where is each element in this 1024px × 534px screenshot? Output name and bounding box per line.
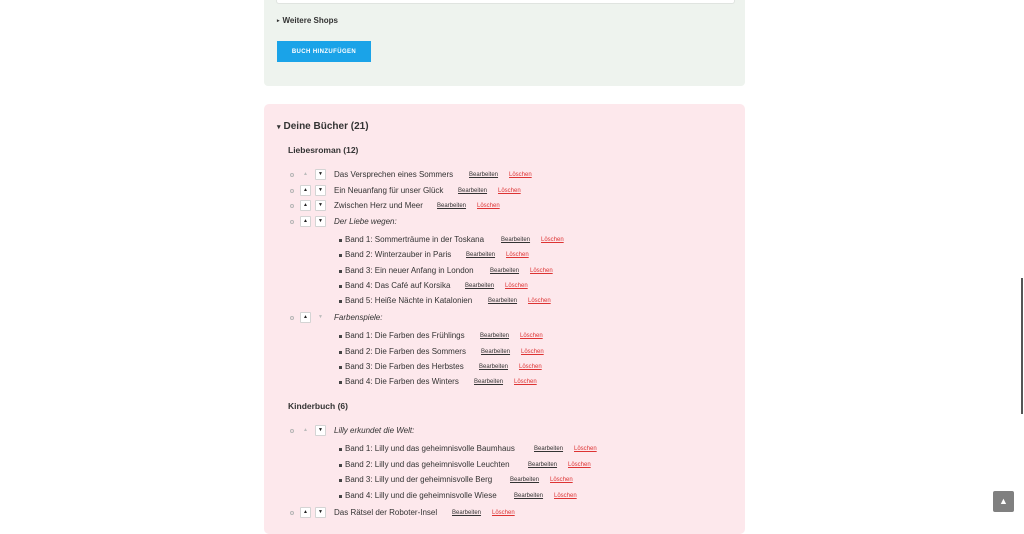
band-title: Band 1: Lilly und das geheimnisvolle Baumhaus	[345, 444, 515, 453]
edit-link[interactable]: Bearbeiten	[488, 298, 518, 304]
delete-link[interactable]: Löschen	[554, 493, 577, 499]
move-down-icon[interactable]: ▼	[315, 200, 326, 211]
move-up-icon[interactable]: ▲	[300, 312, 311, 323]
square-bullet	[339, 300, 342, 303]
category-heading: Kinderbuch (6)	[288, 401, 348, 411]
square-bullet	[339, 285, 342, 288]
book-title: Das Rätsel der Roboter-Insel	[334, 508, 438, 517]
edit-link[interactable]: Bearbeiten	[490, 268, 520, 274]
shop-panel	[264, 0, 745, 86]
band-title: Band 1: Die Farben des Frühlings	[345, 331, 465, 340]
square-bullet	[339, 335, 342, 338]
move-up-icon[interactable]: ▲	[300, 185, 311, 196]
square-bullet	[339, 479, 342, 482]
list-bullet	[290, 429, 294, 433]
edit-link[interactable]: Bearbeiten	[514, 493, 544, 499]
edit-link[interactable]: Bearbeiten	[501, 237, 531, 243]
band-title: Band 3: Lilly und der geheimnisvolle Berg	[345, 475, 493, 484]
scroll-to-top-button[interactable]	[993, 491, 1014, 512]
series-title: Lilly erkundet die Welt:	[334, 426, 415, 435]
delete-link[interactable]: Löschen	[519, 364, 542, 370]
delete-link[interactable]: Löschen	[568, 462, 591, 468]
edit-link[interactable]: Bearbeiten	[479, 364, 509, 370]
band-title: Band 2: Lilly und das geheimnisvolle Leuchten	[345, 460, 510, 469]
more-shops-label: Weitere Shops	[282, 16, 338, 25]
book-title: Das Versprechen eines Sommers	[334, 170, 454, 179]
delete-link[interactable]: Löschen	[514, 379, 537, 385]
book-title: Zwischen Herz und Meer	[334, 201, 423, 210]
list-bullet	[290, 316, 294, 320]
move-up-icon[interactable]: ▲	[300, 507, 311, 518]
edit-link[interactable]: Bearbeiten	[437, 203, 467, 209]
edit-link[interactable]: Bearbeiten	[466, 252, 496, 258]
edit-link[interactable]: Bearbeiten	[458, 188, 488, 194]
band-title: Band 4: Das Café auf Korsika	[345, 281, 451, 290]
square-bullet	[339, 270, 342, 273]
series-title: Farbenspiele:	[334, 313, 383, 322]
square-bullet	[339, 351, 342, 354]
delete-link[interactable]: Löschen	[520, 333, 543, 339]
list-bullet	[290, 173, 294, 177]
square-bullet	[339, 495, 342, 498]
delete-link[interactable]: Löschen	[521, 349, 544, 355]
delete-link[interactable]: Löschen	[530, 268, 553, 274]
books-panel-toggle[interactable]	[277, 121, 369, 132]
move-up-icon[interactable]: ▲	[300, 200, 311, 211]
category-heading: Liebesroman (12)	[288, 145, 359, 155]
books-panel	[264, 104, 745, 534]
list-bullet	[290, 189, 294, 193]
delete-link[interactable]: Löschen	[505, 283, 528, 289]
page-scrollbar[interactable]	[1021, 278, 1023, 414]
add-book-button[interactable]: BUCH HINZUFÜGEN	[277, 41, 371, 62]
square-bullet	[339, 464, 342, 467]
band-title: Band 4: Lilly und die geheimnisvolle Wiese	[345, 491, 497, 500]
move-down-icon[interactable]: ▼	[315, 425, 326, 436]
delete-link[interactable]: Löschen	[550, 477, 573, 483]
band-title: Band 1: Sommerträume in der Toskana	[345, 235, 485, 244]
move-down-icon[interactable]: ▼	[315, 216, 326, 227]
edit-link[interactable]: Bearbeiten	[480, 333, 510, 339]
edit-link[interactable]: Bearbeiten	[528, 462, 558, 468]
band-title: Band 4: Die Farben des Winters	[345, 377, 459, 386]
books-title: Deine Bücher (21)	[283, 121, 369, 132]
move-down-icon[interactable]: ▼	[315, 185, 326, 196]
series-title: Der Liebe wegen:	[334, 217, 397, 226]
delete-link[interactable]: Löschen	[528, 298, 551, 304]
delete-link[interactable]: Löschen	[506, 252, 529, 258]
delete-link[interactable]: Löschen	[492, 510, 515, 516]
book-title: Ein Neuanfang für unser Glück	[334, 186, 444, 195]
move-down-icon[interactable]: ▼	[315, 507, 326, 518]
list-bullet	[290, 220, 294, 224]
move-up-icon: ▲	[303, 427, 308, 433]
edit-link[interactable]: Bearbeiten	[452, 510, 482, 516]
band-title: Band 3: Ein neuer Anfang in London	[345, 266, 474, 275]
edit-link[interactable]: Bearbeiten	[534, 446, 564, 452]
delete-link[interactable]: Löschen	[509, 172, 532, 178]
move-up-icon: ▲	[303, 171, 308, 177]
band-title: Band 5: Heiße Nächte in Katalonien	[345, 296, 473, 305]
delete-link[interactable]: Löschen	[541, 237, 564, 243]
band-title: Band 2: Die Farben des Sommers	[345, 347, 466, 356]
band-title: Band 3: Die Farben des Herbstes	[345, 362, 464, 371]
move-up-icon[interactable]: ▲	[300, 216, 311, 227]
list-bullet	[290, 204, 294, 208]
move-down-icon: ▼	[318, 314, 323, 320]
edit-link[interactable]: Bearbeiten	[510, 477, 540, 483]
square-bullet	[339, 239, 342, 242]
chevron-up-icon: ▲	[999, 496, 1008, 506]
edit-link[interactable]: Bearbeiten	[465, 283, 495, 289]
edit-link[interactable]: Bearbeiten	[474, 379, 504, 385]
band-title: Band 2: Winterzauber in Paris	[345, 250, 452, 259]
delete-link[interactable]: Löschen	[477, 203, 500, 209]
move-down-icon[interactable]: ▼	[315, 169, 326, 180]
square-bullet	[339, 381, 342, 384]
delete-link[interactable]: Löschen	[498, 188, 521, 194]
expand-icon: ▸	[277, 18, 280, 24]
square-bullet	[339, 448, 342, 451]
square-bullet	[339, 366, 342, 369]
delete-link[interactable]: Löschen	[574, 446, 597, 452]
collapse-icon: ▾	[277, 124, 281, 131]
edit-link[interactable]: Bearbeiten	[469, 172, 499, 178]
square-bullet	[339, 254, 342, 257]
edit-link[interactable]: Bearbeiten	[481, 349, 511, 355]
list-bullet	[290, 511, 294, 515]
shop-input-bottom	[276, 0, 735, 4]
more-shops-toggle[interactable]	[277, 16, 338, 25]
